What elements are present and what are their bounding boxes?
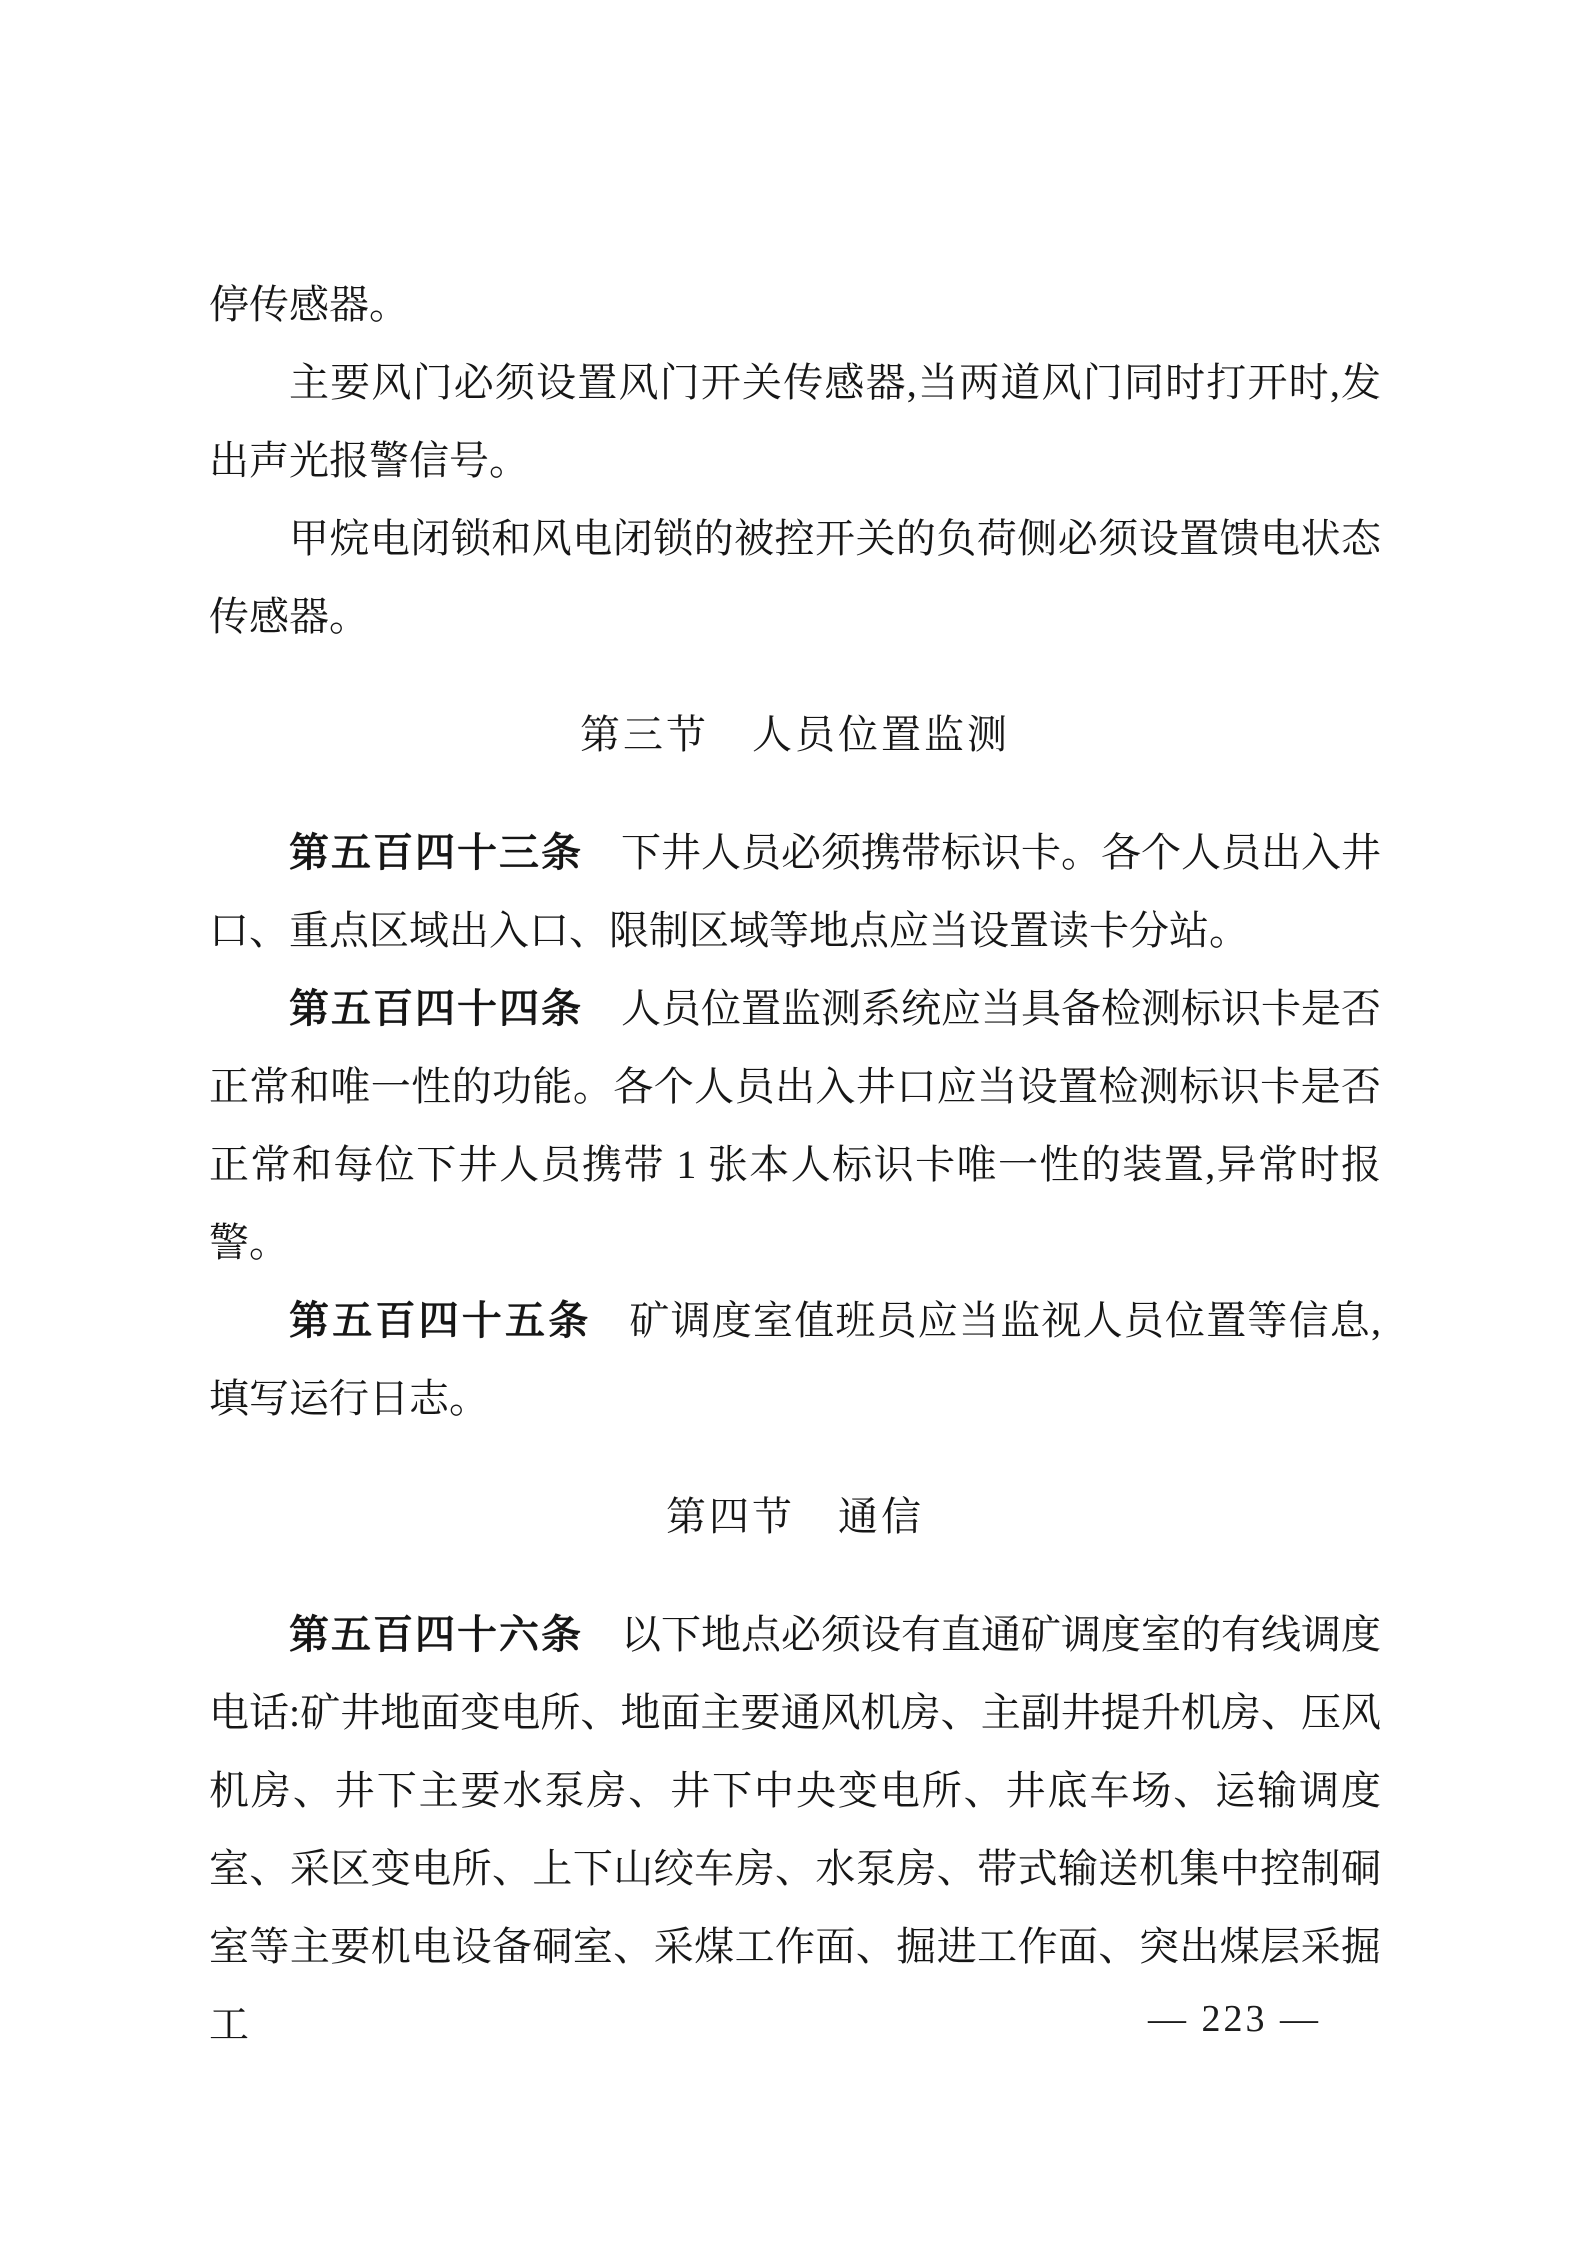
page-content: [209, 266, 1381, 2064]
article-546-text: 以下地点必须设有直通矿调度室的有线调度电话:矿井地面变电所、地面主要通风机房、主副井提升机房、压风机房、井下主要水泵房、井下中央变电所、井底车场、运输调度室、采区变电所、上下山绞车房、水泵房、带式输送机集中控制硐室等主要机电设备硐室、采煤工作面、掘进工作面、突出煤层采掘工: [209, 1612, 1381, 2047]
article-545: [209, 1282, 1381, 1438]
section-heading-personnel-position-monitoring: 第三节 人员位置监测: [580, 712, 1010, 757]
continuation-paragraph: 停传感器。: [209, 282, 409, 327]
article-546: [209, 1596, 1381, 2064]
body-paragraph-methane-interlock: 甲烷电闭锁和风电闭锁的被控开关的负荷侧必须设置馈电状态传感器。: [209, 516, 1381, 639]
article-543-number: 第五百四十三条: [289, 830, 583, 876]
article-543-text: 下井人员必须携带标识卡。各个人员出入井口、重点区域出入口、限制区域等地点应当设置读卡分站。: [209, 830, 1381, 953]
article-544: [209, 970, 1381, 1282]
article-546-number: 第五百四十六条: [289, 1612, 583, 1658]
section-heading-communication: 第四节 通信: [666, 1494, 924, 1539]
article-543: [209, 814, 1381, 970]
article-544-text: 人员位置监测系统应当具备检测标识卡是否正常和唯一性的功能。各个人员出入井口应当设置检测标识卡是否正常和每位下井人员携带 1 张本人标识卡唯一性的装置,异常时报警。: [209, 986, 1381, 1265]
page-number: — 223 —: [1148, 1998, 1321, 2040]
body-paragraph-wind-doors: 主要风门必须设置风门开关传感器,当两道风门同时打开时,发出声光报警信号。: [209, 360, 1381, 483]
article-545-text: 矿调度室值班员应当监视人员位置等信息,填写运行日志。: [209, 1298, 1382, 1421]
article-544-number: 第五百四十四条: [289, 986, 583, 1032]
article-545-number: 第五百四十五条: [289, 1298, 592, 1344]
